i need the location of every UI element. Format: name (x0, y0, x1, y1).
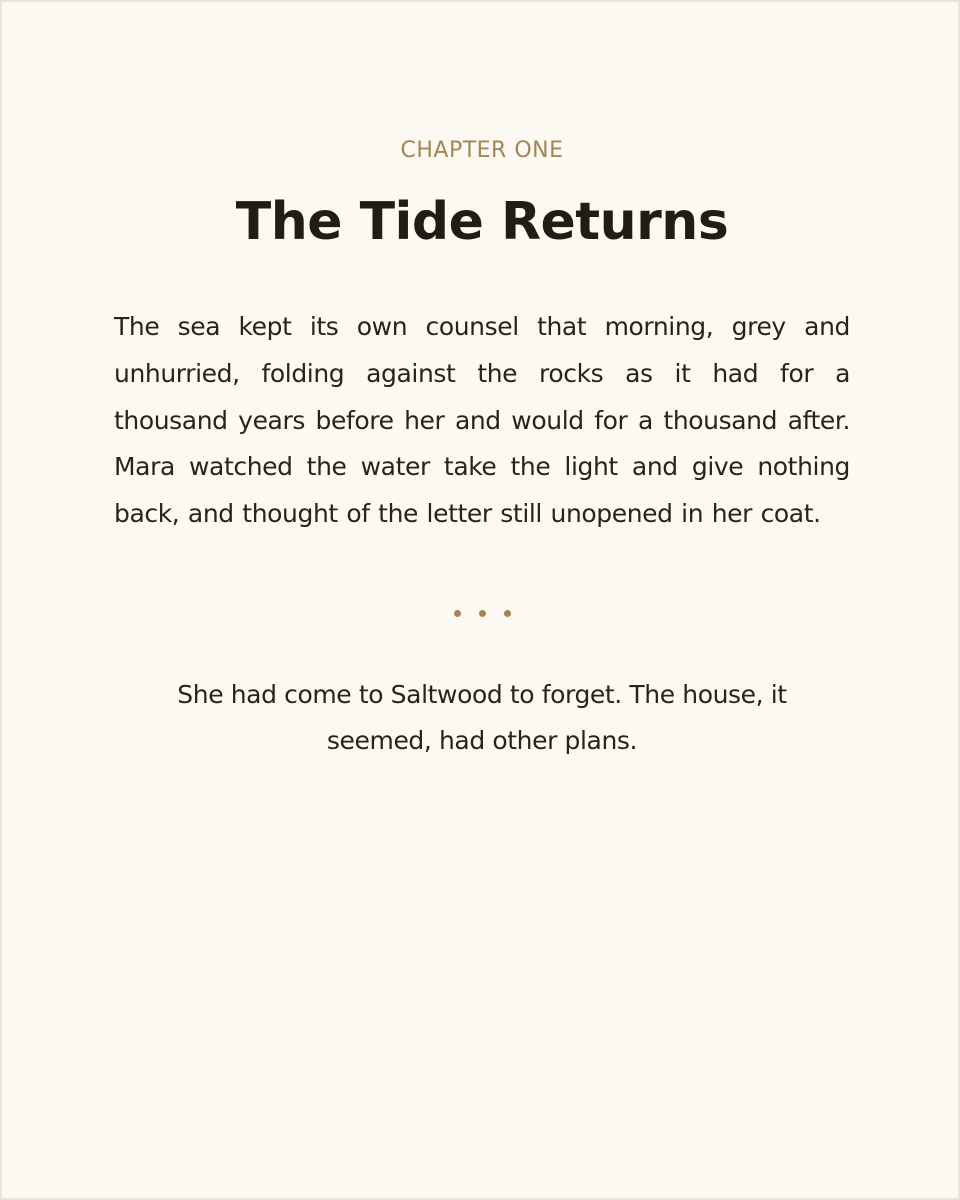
chapter-title: The Tide Returns (235, 192, 729, 252)
closing-paragraph: She had come to Saltwood to forget. The house, it seemed, had other plans. (177, 679, 787, 755)
chapter-label: CHAPTER ONE (400, 138, 564, 163)
divider-dot (504, 610, 511, 617)
divider-dot (454, 610, 461, 617)
divider-dot (479, 610, 486, 617)
section-divider-icon (114, 610, 850, 618)
body-paragraph: The sea kept its own counsel that morning, grey and unhurried, folding against the rocks as it had for a thousand years before her and would for a thousand after. Mara watched the water take the light and give nothing back, and thought of the letter still unopened in her coat. (114, 312, 850, 529)
chapter-content (114, 136, 850, 764)
